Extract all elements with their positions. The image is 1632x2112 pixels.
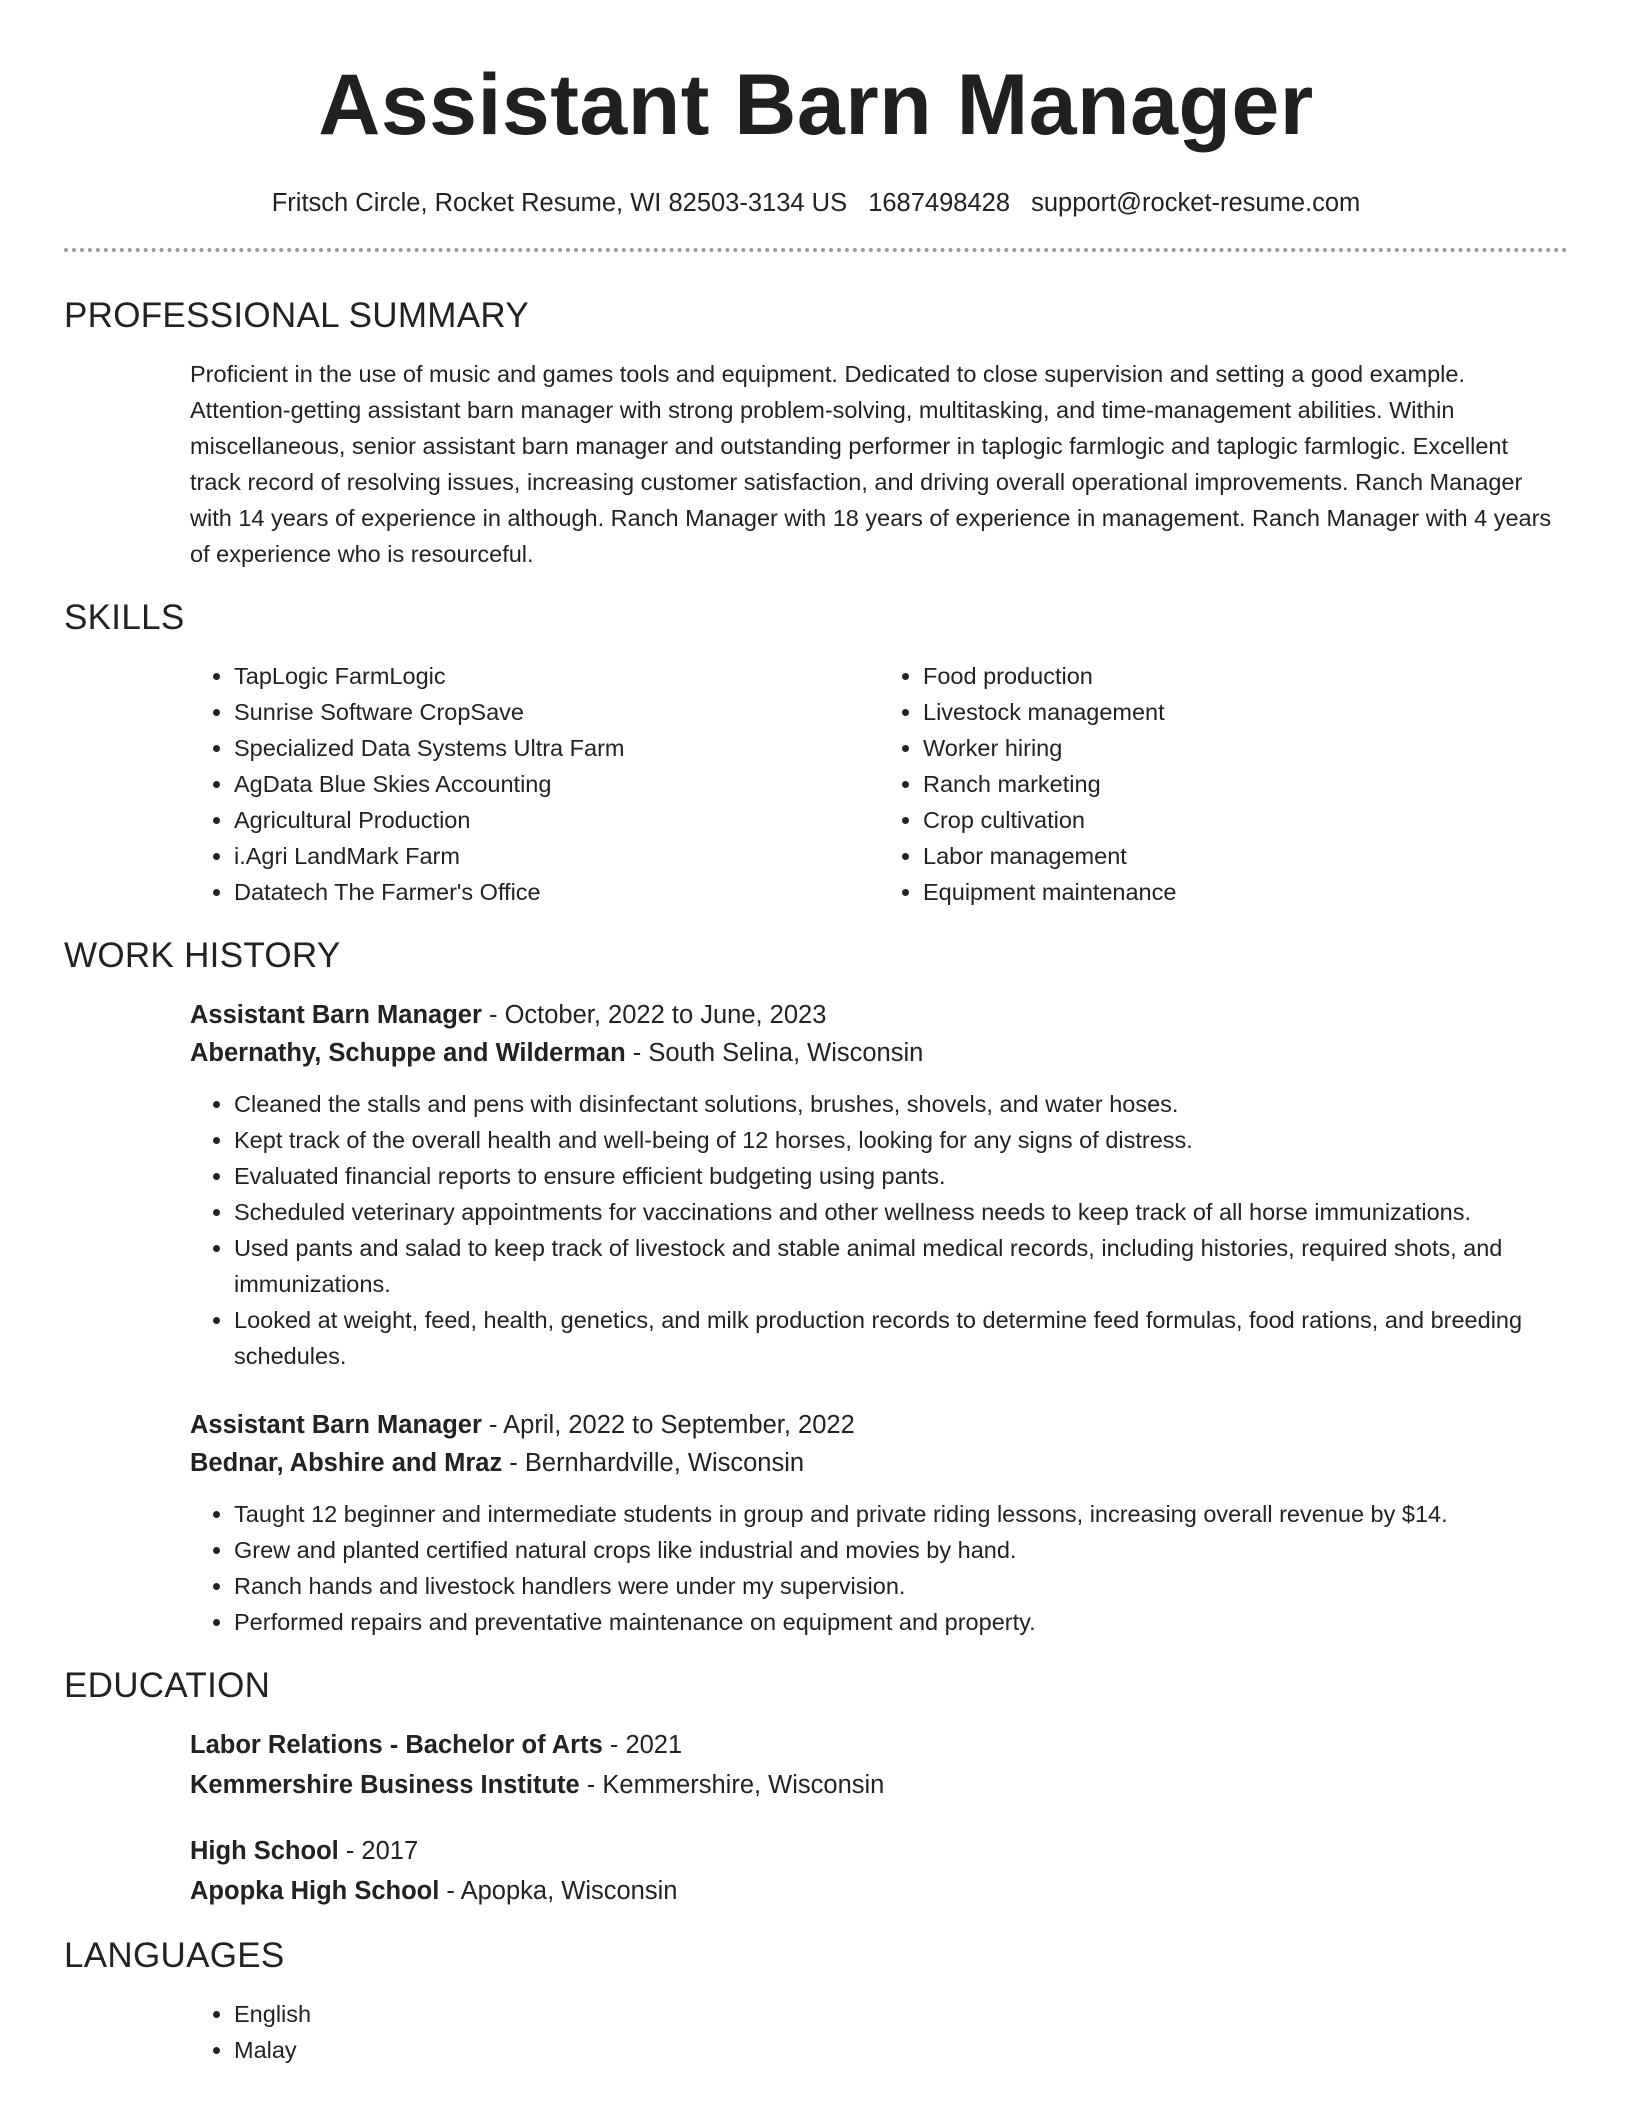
list-item: • Scheduled veterinary appointments for vaccinations and other wellness needs to keep track of all horse immunizations. <box>234 1194 1568 1230</box>
job-dates: - October, 2022 to June, 2023 <box>481 1001 827 1029</box>
job-title: Assistant Barn Manager <box>190 1411 482 1439</box>
job-company-line <box>190 1034 1568 1072</box>
list-item: • Ranch hands and livestock handlers were under my supervision. <box>234 1568 1568 1604</box>
list-item: • Agricultural Production <box>234 802 879 838</box>
list-item: • Specialized Data Systems Ultra Farm <box>234 730 879 766</box>
languages-list-wrap <box>64 1996 1568 2068</box>
list-item: • Looked at weight, feed, health, genetics, and milk production records to determine feed formulas, food rations, and breeding schedules. <box>234 1302 1568 1374</box>
job-bullets <box>190 1496 1568 1640</box>
education-degree: Labor Relations - Bachelor of Arts <box>190 1731 603 1759</box>
list-item: • Evaluated financial reports to ensure efficient budgeting using pants. <box>234 1158 1568 1194</box>
list-item: • Equipment maintenance <box>923 874 1568 910</box>
list-item: • Food production <box>923 658 1568 694</box>
work-heading: WORK HISTORY <box>64 936 341 975</box>
work-section <box>64 936 1568 1640</box>
list-item: • Performed repairs and preventative maintenance on equipment and property. <box>234 1604 1568 1640</box>
job-title: Assistant Barn Manager <box>190 1001 482 1029</box>
job-company: Bednar, Abshire and Mraz <box>190 1449 503 1477</box>
list-item: • AgData Blue Skies Accounting <box>234 766 879 802</box>
list-item: • Sunrise Software CropSave <box>234 694 879 730</box>
skills-list-left <box>190 658 879 910</box>
list-item: • Datatech The Farmer's Office <box>234 874 879 910</box>
languages-heading: LANGUAGES <box>64 1936 285 1975</box>
skills-list-right <box>879 658 1568 910</box>
resume-page <box>64 0 1568 2068</box>
job-entry <box>64 996 1568 1374</box>
list-item: • Used pants and salad to keep track of livestock and stable animal medical records, including histories, required shots, and immunizations. <box>234 1230 1568 1302</box>
list-item: • English <box>234 1996 1568 2032</box>
list-item: • Malay <box>234 2032 1568 2068</box>
job-entry <box>0 1406 1568 1640</box>
education-degree: High School <box>190 1837 339 1865</box>
education-year: - 2017 <box>338 1837 419 1865</box>
job-bullets <box>190 1086 1568 1374</box>
education-degree-line <box>190 1832 1568 1870</box>
header-divider <box>64 248 1568 252</box>
list-item: • Kept track of the overall health and well-being of 12 horses, looking for any signs of distress. <box>234 1122 1568 1158</box>
summary-heading: PROFESSIONAL SUMMARY <box>64 296 529 335</box>
skills-heading: SKILLS <box>64 598 185 637</box>
education-section <box>64 1666 1568 1910</box>
contact-address: Fritsch Circle, Rocket Resume, WI 82503-3134 US <box>271 189 848 217</box>
skills-section <box>64 598 1568 910</box>
contact-line <box>64 188 1568 218</box>
education-school-line <box>190 1766 1568 1804</box>
job-location: - South Selina, Wisconsin <box>625 1039 924 1067</box>
education-year: - 2021 <box>602 1731 683 1759</box>
list-item: • i.Agri LandMark Farm <box>234 838 879 874</box>
job-company: Abernathy, Schuppe and Wilderman <box>190 1039 626 1067</box>
list-item: • Worker hiring <box>923 730 1568 766</box>
job-company-line <box>190 1444 1568 1482</box>
education-school: Apopka High School <box>190 1877 440 1905</box>
job-title-line <box>190 1406 1568 1444</box>
job-dates: - April, 2022 to September, 2022 <box>481 1411 855 1439</box>
education-school: Kemmershire Business Institute <box>190 1771 580 1799</box>
education-school-line <box>190 1872 1568 1910</box>
list-item: • Grew and planted certified natural crops like industrial and movies by hand. <box>234 1532 1568 1568</box>
list-item: • TapLogic FarmLogic <box>234 658 879 694</box>
skills-columns <box>64 658 1568 910</box>
job-title-line <box>190 996 1568 1034</box>
education-entry <box>64 1726 1568 1804</box>
languages-section <box>64 1936 1568 2068</box>
list-item: • Taught 12 beginner and intermediate students in group and private riding lessons, increasing overall revenue by $14. <box>234 1496 1568 1532</box>
list-item: • Livestock management <box>923 694 1568 730</box>
list-item: • Ranch marketing <box>923 766 1568 802</box>
summary-text: Proficient in the use of music and games tools and equipment. Dedicated to close supervision and setting a good example. Attention-getting assistant barn manager with strong problem-solving, multitasking, and time-management abilities. Within miscellaneous, senior assistant barn manager and outstanding performer in taplogic farmlogic and taplogic farmlogic. Excellent track record of resolving issues, increasing customer satisfaction, and driving overall operational improvements. Ranch Manager with 14 years of experience in although. Ranch Manager with 18 years of experience in management. Ranch Manager with 4 years of experience who is resourceful. <box>190 361 1552 567</box>
summary-section <box>64 296 1568 572</box>
contact-email[interactable]: support@rocket-resume.com <box>1031 189 1361 217</box>
education-location: - Kemmershire, Wisconsin <box>579 1771 885 1799</box>
list-item: • Crop cultivation <box>923 802 1568 838</box>
education-entry <box>64 1832 1568 1910</box>
education-degree-line <box>190 1726 1568 1764</box>
education-heading: EDUCATION <box>64 1666 271 1705</box>
resume-title: Assistant Barn Manager <box>318 57 1314 153</box>
list-item: • Cleaned the stalls and pens with disinfectant solutions, brushes, shovels, and water hoses. <box>234 1086 1568 1122</box>
job-location: - Bernhardville, Wisconsin <box>502 1449 805 1477</box>
education-location: - Apopka, Wisconsin <box>439 1877 678 1905</box>
contact-phone: 1687498428 <box>868 189 1011 217</box>
languages-list <box>190 1996 1568 2068</box>
list-item: • Labor management <box>923 838 1568 874</box>
